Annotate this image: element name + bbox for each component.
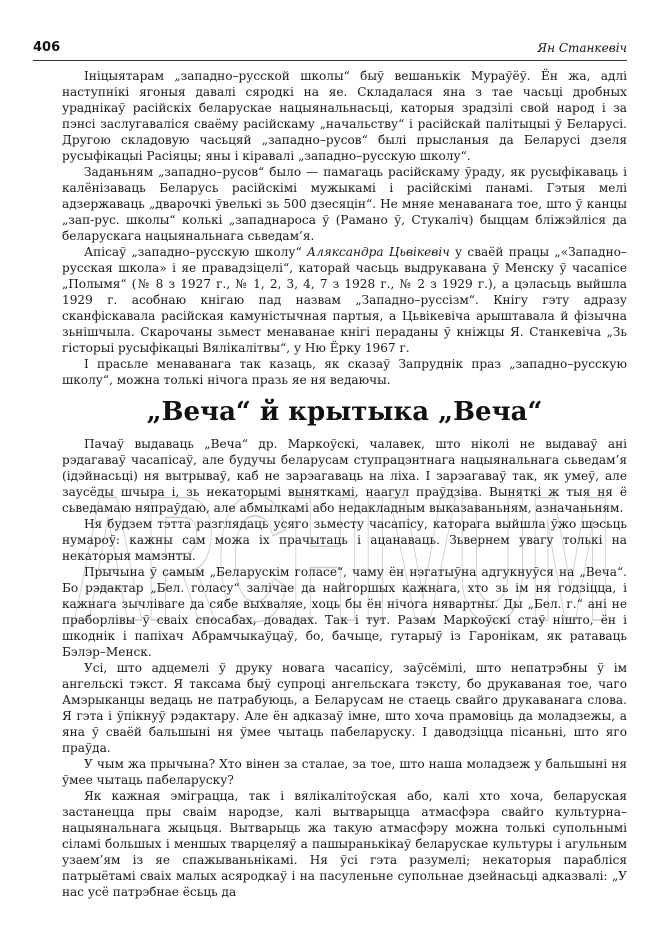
paragraph: Ініцыятарам „западно–русской школы“ быў вешанькік Мураўёў. Ён жа, адлі наступнікі ягоныя давалі сяродкі на яе. Складалася яна з тае часьці дробных ураднікаў расійскіх беларускае нацыянальнасьці, каторыя зрадзілі свой народ і за пэнсі заслугаваліся сваёму расійскаму „начальству“ і расійскай палітыцыі ў Беларусі. Другою складовую часьцяй „западно–русов“ былі прысланыя да Беларусі дзеля русыфікацыі Расіяцы; яны і кіравалі „западно–русскую школу“. xyxy=(62,69,627,163)
paragraph: У чым жа прычына? Хто вінен за сталае, за тое, што наша моладзеж у бальшыні ня ўмее чытаць пабеларуску? xyxy=(62,757,627,787)
running-author: Ян Станкевіч xyxy=(537,41,627,55)
paragraph: Пачаў выдаваць „Веча“ др. Маркоўскі, чалавек, што ніколі не выдаваў ані рэдагаваў часапісаў, але будучы беларусам ступрацэнтнага нацыянальнага сьведам’я (ідэйнасьці) ня вытрываў, каб не зарэагаваць на ліха. І зарэагаваў так, як умеў, але заусёды шчыра і, зь некаторымі выняткамі, наагул праўдзіва. Выняткі ж тыя ня ё сьведамаю няпраўдаю, але абмылкамі або недакладным выказаваньням, азначаньням. xyxy=(62,437,627,515)
header-rule xyxy=(33,60,627,61)
paragraph-text: Апісаў „западно–русскую школу“ xyxy=(84,245,302,259)
paragraph: Як кажная эміграцца, так і вялікалітоўская або, калі хто хоча, беларуская застанецца пры сваім народзе, калі вытварыцца атмасфэра свайго культурна–нацыянальнага жыцьця. Вытварыць жа такую атмасфэру можна толькі супольнымі сіламі большых і меншых тварцеляў а пашыранькікаў беларускае культуры і агульным узаем’ям із яе спажываньнікамі. Ня ўсі гэта разумелі; некаторыя парабліся патрыётамі сваіх малых асяродкаў і на пасуленьне супольнае дзейнасьці адказвалі: „У нас усё патрэбнае ёсьць да xyxy=(62,789,627,899)
watermark-text: ARCHIVUM xyxy=(72,459,612,650)
running-header xyxy=(33,40,627,58)
paragraph: Прычына ў самым „Беларускім голасе“, чаму ён нэгатыўна адгукнуўся на „Веча“. Бо рэдактар „Бел. голасу“ залічае да найгоршых кажнага, хто зь ім ня годзіцца, і кажнага зычліваге да сябе выхваляе, хоць бы ён нічога нявартны. Ды „Бел. г.“ ані не праборлівы ў сваіх спосабах, довадах. Так і тут. Разам Маркоўскі стаў нішто, ён і шкоднік і папіхач Абрамчыкаўцаў, бо, бачыце, гутарыў із Гаронікам, як ратаваць Бэлэр–Менск. xyxy=(62,565,627,659)
paragraph: Усі, што адцемелі ў друку новага часапісу, заўсёмілі, што непатрэбны ў ім ангельскі тэкст. Я таксама быў супроці ангельскага тэксту, бо друкаваная тое, чаго Амэрыканцы ведаць не патрабуюць, а Беларусам не стаець свайго друкаванага слова. Я гэта і ўпікнуў рэдактару. Але ён адказаў імне, што хоча прамовіць да моладзежы, а яна ў сваёй бальшыні ня ўмее чытаць пабеларуску. І даводзіцца пісаньні, што яго праўда. xyxy=(62,661,627,755)
page-number: 406 xyxy=(33,40,61,55)
section-one-text xyxy=(62,68,627,388)
paragraph-text: у сваёй працы „«Западно–русская школа» і яе правадзіцелі“, каторай часьць выдрукавана ў Менску ў часапісе „Полымя“ (№ 8 з 1927 г., № 1, 2, 3, 4, 7 з 1928 г., № 2 з 1929 г.), а цэласьць выйшла 1929 г. асобнаю кнігаю пад назвам „Западно–руссізм“. Кнігу гэту адразу сканфіскавала расійская камуністычная партыя, а Цьвікевіча арыштавала й фізычна зьнішчыла. Скарочаны зьмест менаванае кнігі пераданы ў кніжцы Я. Станкевіча „Зь гісторыі русыфікацыі Вялікалітвы“, у Ню Ёрку 1967 г. xyxy=(62,245,627,355)
paragraph: Ня будзем тэтта разглядаць усяго зьместу часапісу, каторага выйшла ўжо шэсьць нумароў: кажны сам можа іх прачытаць і ацанаваць. Зьвернем увагу толькі на некаторыя мамэнты. xyxy=(62,517,627,563)
section-two-text xyxy=(62,436,627,900)
paragraph: І прасьле менаванага так казаць, як сказаў Запруднік праз „западно–русскую школу“, можна толькі нічога празь яе ня ведаючы. xyxy=(62,357,627,387)
paragraph: Заданьням „западно–русов“ было — памагаць расійскаму ўраду, як русыфікаваць і калёнізаваць Беларусь расійскімі мужыкамі і расійскімі панамі. Гэтыя мелі адзержаваць „дварочкі ўвелькі зь 500 дзесяцін“. Не мняе менаванага тое, што ў канцы „зап-рус. школы“ колькі „западнароса ў (Рамано ў, Стукаліч) быццам бліжэйліся да беларускага нацыянальнага сьведам’я. xyxy=(62,165,627,243)
section-heading: „Веча“ й крытыка „Веча“ xyxy=(146,397,543,427)
author-name: Аляксандра Цьвікевіч xyxy=(306,245,450,259)
paragraph-with-author xyxy=(62,244,627,356)
